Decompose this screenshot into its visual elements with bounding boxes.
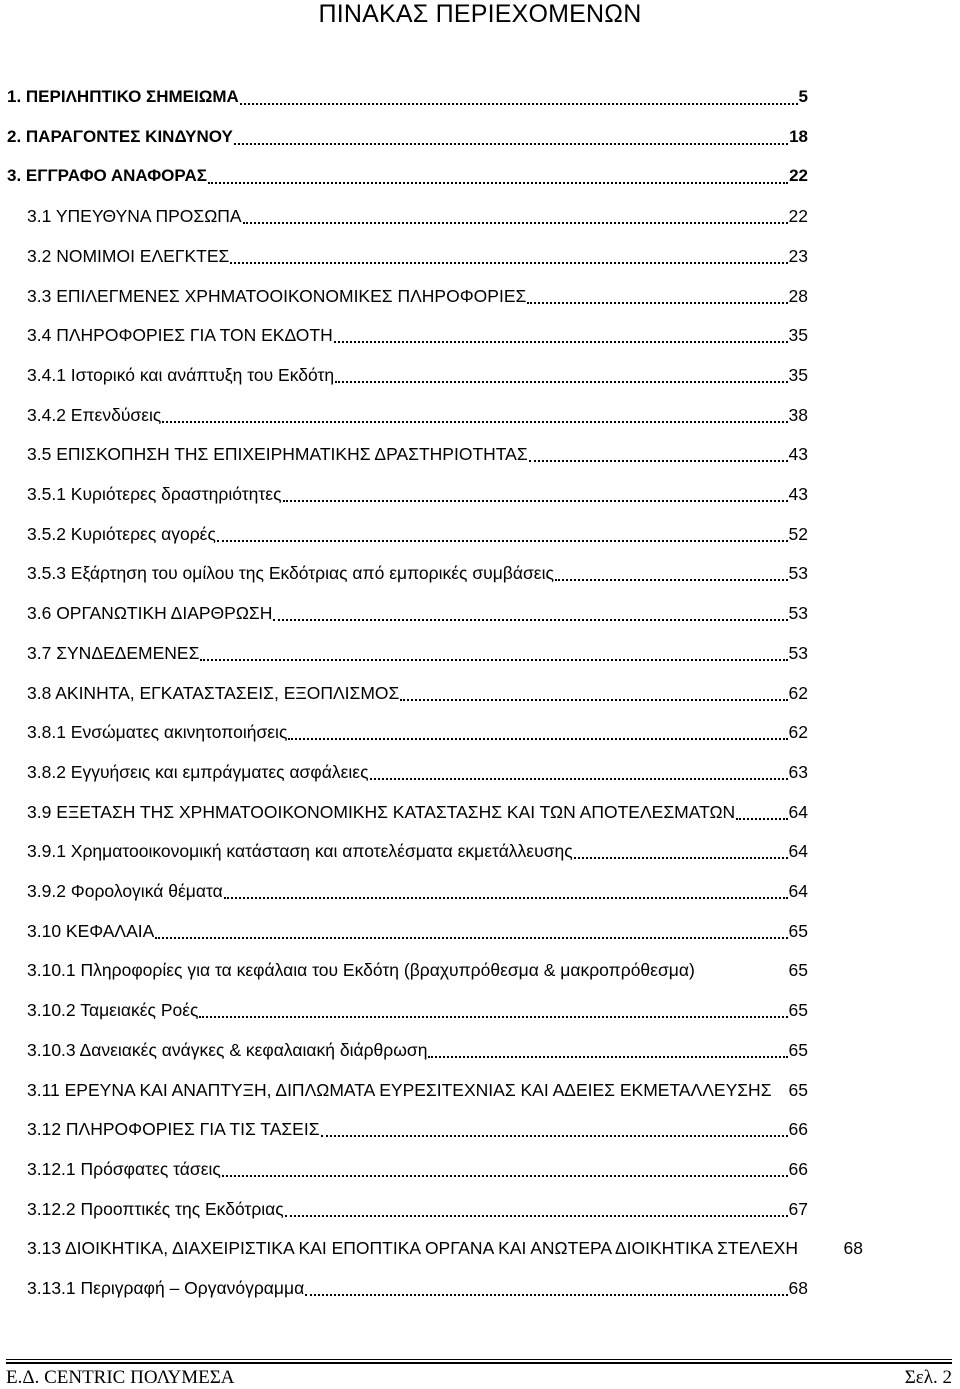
toc-dot-leader [400,685,787,705]
toc-entry[interactable] [27,561,808,585]
toc-dot-leader [555,565,788,585]
toc-entry-title: 3.9 ΕΞΕΤΑΣΗ ΤΗΣ ΧΡΗΜΑΤΟΟΙΚΟΝΟΜΙΚΗΣ ΚΑΤΑΣΤΑΣΗΣ ΚΑΙ ΤΩΝ ΑΠΟΤΕΛΕΣΜΑΤΩΝ [27,801,736,822]
toc-entry[interactable] [27,522,808,546]
toc-entry-title: 3.10.3 Δανειακές ανάγκες & κεφαλαιακή διάρθρωση [27,1039,428,1060]
toc-dot-leader [243,208,788,228]
toc-entry-page: 62 [788,722,808,743]
toc-entry-title: 3.6 ΟΡΓΑΝΩΤΙΚΗ ΔΙΑΡΘΡΩΣΗ [27,603,273,624]
toc-entry-page: 68 [843,1238,863,1259]
toc-entry-title: 3.10.1 Πληροφορίες για τα κεφάλαια του Εκδότη (βραχυπρόθεσμα & μακροπρόθεσμα) [27,960,695,981]
toc-dot-leader [230,248,787,268]
toc-entry[interactable] [27,720,808,744]
toc-entry-page: 53 [788,563,808,584]
toc-dot-leader [799,1240,843,1260]
toc-entry[interactable] [27,1117,808,1141]
toc-entry-page: 52 [788,523,808,544]
footer-company: Ε.Δ. CENTRIC ΠΟΛΥΜΕΣΑ [6,1367,235,1388]
toc-entry-page: 38 [788,404,808,425]
toc-dot-leader [288,724,787,744]
toc-entry-page: 64 [788,801,808,822]
toc-dot-leader [335,367,787,387]
toc-dot-leader [321,1121,788,1141]
toc-entry-title: 3.7 ΣΥΝΔΕΔΕΜΕΝΕΣ [27,642,200,663]
toc-entry[interactable] [7,125,808,149]
toc-entry-title: 3.4.2 Επενδύσεις [27,404,162,425]
toc-dot-leader [217,526,788,546]
toc-entry-title: 3.3 ΕΠΙΛΕΓΜΕΝΕΣ ΧΡΗΜΑΤΟΟΙΚΟΝΟΜΙΚΕΣ ΠΛΗΡΟΦΟΡΙΕΣ [27,285,527,306]
toc-dot-leader [305,1280,787,1300]
toc-entry-title: 3.13 ΔΙΟΙΚΗΤΙΚΑ, ΔΙΑΧΕΙΡΙΣΤΙΚΑ ΚΑΙ ΕΠΟΠΤΙΚΑ ΟΡΓΑΝΑ ΚΑΙ ΑΝΩΤΕΡΑ ΔΙΟΙΚΗΤΙΚΑ ΣΤΕΛΕΧΗ [27,1238,798,1259]
toc-dot-leader [200,645,787,665]
toc-entry[interactable] [27,760,808,784]
toc-entry[interactable] [27,482,808,506]
toc-dot-leader [285,1201,788,1221]
toc-entry-title: 3.5 ΕΠΙΣΚΟΠΗΣΗ ΤΗΣ ΕΠΙΧΕΙΡΗΜΑΤΙΚΗΣ ΔΡΑΣΤΗΡΙΟΤΗΤΑΣ [27,444,528,465]
toc-dot-leader [283,486,788,506]
toc-entry-title: 3.8.1 Ενσώματες ακινητοποιήσεις [27,722,288,743]
toc-entry[interactable] [27,879,808,903]
toc-entry[interactable] [27,958,808,982]
toc-entry[interactable] [27,403,808,427]
toc-dot-leader [155,923,787,943]
toc-entry[interactable] [27,1157,808,1181]
toc-entry-page: 65 [788,1039,808,1060]
toc-dot-leader [199,1002,787,1022]
toc-entry-title: 3.9.1 Χρηματοοικονομική κατάσταση και αποτελέσματα εκμετάλλευσης [27,841,573,862]
toc-entry-page: 53 [788,603,808,624]
toc-dot-leader [162,407,787,427]
toc-entry-page: 65 [788,1000,808,1021]
toc-entry-page: 64 [788,841,808,862]
toc-entry[interactable] [27,1078,808,1102]
toc-entry[interactable] [27,363,808,387]
toc-entry-page: 65 [788,920,808,941]
toc-dot-leader [234,129,788,149]
toc-dot-leader [334,327,788,347]
toc-entry-page: 65 [788,960,808,981]
page-title: ΠΙΝΑΚΑΣ ΠΕΡΙΕΧΟΜΕΝΩΝ [318,0,642,28]
toc-entry-title: 3.12 ΠΛΗΡΟΦΟΡΙΕΣ ΓΙΑ ΤΙΣ ΤΑΣΕΙΣ [27,1119,320,1140]
toc-entry-title: 3.10 ΚΕΦΑΛΑΙΑ [27,920,155,941]
footer-rule [6,1359,952,1360]
toc-entry-title: 3.8.2 Εγγυήσεις και εμπράγματες ασφάλειες [27,761,369,782]
toc-dot-leader [208,168,788,188]
toc-entry-page: 43 [788,444,808,465]
toc-entry-page: 66 [788,1119,808,1140]
toc-entry-title: 1. ΠΕΡΙΛΗΠΤΙΚΟ ΣΗΜΕΙΩΜΑ [7,87,239,106]
toc-entry[interactable] [27,839,808,863]
toc-dot-leader [224,883,788,903]
toc-entry[interactable] [27,1276,808,1300]
toc-entry-page: 65 [788,1079,808,1100]
footer-page-number: Σελ. 2 [904,1367,952,1388]
toc-entry-title: 3.5.2 Κυριότερες αγορές [27,523,216,544]
toc-dot-leader [574,843,788,863]
toc-entry[interactable] [27,800,808,824]
toc-entry-title: 3.12.2 Προοπτικές της Εκδότριας [27,1198,284,1219]
toc-entry[interactable] [27,284,808,308]
toc-entry[interactable] [27,1236,863,1260]
toc-dot-leader [240,89,798,109]
toc-entry[interactable] [7,164,808,188]
toc-entry[interactable] [27,442,808,466]
toc-entry[interactable] [7,85,808,109]
toc-dot-leader [736,804,787,824]
toc-entry-title: 3.9.2 Φορολογικά θέματα [27,881,223,901]
toc-entry-page: 66 [788,1158,808,1179]
toc-entry-page: 53 [788,642,808,663]
toc-entry[interactable] [27,204,808,228]
toc-entry[interactable] [27,998,808,1022]
toc-entry-page: 35 [788,364,808,385]
toc-entry[interactable] [27,323,808,347]
toc-entry-page: 35 [788,325,808,346]
toc-entry-page: 63 [788,761,808,782]
toc-entry[interactable] [27,681,808,705]
toc-entry-title: 3.10.2 Ταμειακές Ροές [27,1000,199,1021]
toc-entry[interactable] [27,1197,808,1221]
toc-entry-title: 3.11 ΕΡΕΥΝΑ ΚΑΙ ΑΝΑΠΤΥΞΗ, ΔΙΠΛΩΜΑΤΑ ΕΥΡΕΣΙΤΕΧΝΙΑΣ ΚΑΙ ΑΔΕΙΕΣ ΕΚΜΕΤΑΛΛΕΥΣΗΣ [27,1079,772,1100]
toc-dot-leader [773,1082,788,1102]
toc-dot-leader [370,764,788,784]
toc-entry[interactable] [27,1038,808,1062]
toc-entry-title: 3.13.1 Περιγραφή – Οργανόγραμμα [27,1278,305,1298]
toc-dot-leader [273,605,787,625]
toc-entry-title: 2. ΠΑΡΑΓΟΝΤΕΣ ΚΙΝΔΥΝΟΥ [7,126,233,146]
toc-entry-title: 3. ΕΓΓΡΑΦΟ ΑΝΑΦΟΡΑΣ [7,166,207,186]
toc-entry-page: 68 [788,1278,808,1298]
toc-entry-page: 23 [788,245,808,266]
toc-entry-page: 5 [798,87,808,106]
toc-entry-title: 3.12.1 Πρόσφατες τάσεις [27,1158,221,1179]
toc-entry-title: 3.8 ΑΚΙΝΗΤΑ, ΕΓΚΑΤΑΣΤΑΣΕΙΣ, ΕΞΟΠΛΙΣΜΟΣ [27,682,400,703]
toc-entry-page: 64 [788,881,808,901]
toc-entry-title: 3.1 ΥΠΕΥΘΥΝΑ ΠΡΟΣΩΠΑ [27,206,242,227]
toc-entry[interactable] [27,919,808,943]
toc-dot-leader [696,962,788,982]
toc-dot-leader [428,1042,787,1062]
toc-entry-page: 67 [788,1198,808,1219]
toc-entry-title: 3.2 ΝΟΜΙΜΟΙ ΕΛΕΓΚΤΕΣ [27,245,230,266]
toc-entry-page: 22 [788,206,808,227]
toc-entry[interactable] [27,601,808,625]
toc-entry-title: 3.5.3 Εξάρτηση του ομίλου της Εκδότριας από εμπορικές συμβάσεις [27,563,554,584]
toc-entry-page: 62 [788,682,808,703]
toc-entry[interactable] [27,244,808,268]
toc-dot-leader [527,288,787,308]
toc-entry-title: 3.4 ΠΛΗΡΟΦΟΡΙΕΣ ΓΙΑ ΤΟΝ ΕΚΔΟΤΗ [27,325,333,346]
toc-entry-title: 3.4.1 Ιστορικό και ανάπτυξη του Εκδότη [27,364,335,385]
toc-entry-page: 28 [788,285,808,306]
toc-entry[interactable] [27,641,808,665]
toc-entry-title: 3.5.1 Κυριότερες δραστηριότητες [27,484,282,504]
toc-dot-leader [222,1161,788,1181]
toc-entry-page: 43 [788,484,808,504]
toc-entry-page: 18 [789,126,808,146]
footer-rule-thick [6,1362,952,1364]
toc-entry-page: 22 [789,166,808,186]
toc-dot-leader [529,446,788,466]
